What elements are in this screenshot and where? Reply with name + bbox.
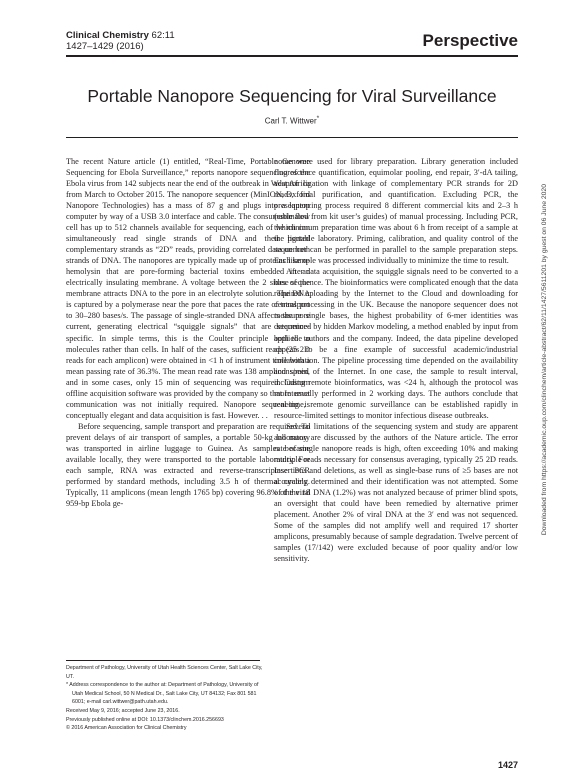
author-mark: *: [316, 115, 320, 122]
section-label: Perspective: [422, 31, 518, 50]
paragraph: Several limitations of the sequencing system and study are apparent and many are discussed by the authors of the Nature article. The error rate of single nanopore reads is high, often exceeding 10% and making multiple reads necessary for consensus averaging, typically 25 2D reads. Insertions and deletions, as well as single-base runs of ≥5 bases are not accurately determined and their identification was not attempted. Some of the viral DNA (1.2%) was not analyzed because of primer blind spots, an oversight that could have been remedied by alternative primer placement. Another 2% of viral DNA at the 3′ end was not sequenced. Some of the samples did not amplify well and required 17 shorter amplicons, presumably because of sample degradation. Twelve percent of samples (17/142) were excluded because of poor quality and/or low sensitivity.: [274, 421, 518, 564]
journal-name: Clinical Chemistry: [66, 30, 149, 41]
footnote-doi: Previously published online at DOI: 10.1373/clinchem.2016.256693: [66, 716, 224, 723]
paragraph: Before sequencing, sample transport and preparation are required. To prevent delays of air transport of samples, a portable 50-kg laboratory was transported in airline luggage to Guinea. As samples became available locally, they were transported to the portable laboratory. For each sample, RNA was extracted and reverse-transcriptase PCR performed by standard methods, including 3.5 h of thermal cycling. Typically, 11 amplicons (mean length 1765 bp) covering 96.8% of the 18 959-bp Ebola ge-: [66, 421, 310, 508]
footnote-rule: [66, 660, 260, 661]
paragraph: The recent Nature article (1) entitled, “Real-Time, Portable Genome Sequencing for Ebola Surveillance,” reports nanopore sequencing of the Ebola virus from 142 subjects near the end of the outbreak in West Africa from March to October 2015. The nanopore sequencer (MinION, Oxford Nanopore Technologies) has a mass of 87 g and plugs into a laptop computer by way of a USB 3.0 interface and cable. The consumable flow cell has up to 512 channels available for sequencing, each of which can simultaneously read single strands of DNA and their ligated complementary strands as “2D” reads, providing correlated data on both strands of DNA. The nanopores are typically made up of proteins like α-hemolysin that are pore-forming bacterial toxins embedded in an electrically insulating membrane. A voltage between the 2 sides of the membrane attracts DNA to the pore in an electrolyte solution. The DNA is captured by a polymerase near the pore that paces the rate of transport to 30–280 bases/s. The passage of single-stranded DNA affects the pore current, generating electrical “squiggle signals” that are sequence-specific. In simple terms, this is the Coulter principle applied to molecules rather than cells. In half of the cases, sufficient reads (25 2D reads for each amplicon) were obtained in <1 h of instrument time with a mean passing rate of 36.3%. The mean read rate was 138 amplicons/min, and in some cases, only 15 min of sequencing was required. Custom offline acquisition software was provided by the company so that Internet communication was not initially required. Nanopore sequencing is conceptually elegant and data acquisition is fast. However. . .: [66, 157, 310, 420]
article-title: Portable Nanopore Sequencing for Viral Surveillance: [87, 86, 497, 106]
journal-citation: [66, 30, 175, 52]
page-number: 1427: [497, 760, 518, 770]
paragraph: After data acquisition, the squiggle signals need to be converted to a base sequence. The bioinformatics were complicated enough that the data required uploading by the Internet to the Cloud and downloading for central processing in the UK. Because the nanopore sequencer does not measure single bases, the highest probability of 6-mer identities was determined by hidden Markov modeling, a method enabled by input from both the authors and the company. Indeed, the data pipeline developed appears to be a fine example of successful academic/industrial collaboration. The pipeline processing time depended on the availability and speed of the Internet. In one case, the sample to result interval, including remote bioinformatics, was <24 h, although the protocol was more usually performed in 2 working days. The authors conclude that real-time, remote genomic surveillance can be established rapidly in resource-limited settings to monitor infectious disease outbreaks.: [274, 267, 518, 420]
download-watermark: Downloaded from https://academic.oup.com/clinchem/article-abstract/62/11/1427/5611201 by guest on 06 June 2020: [541, 184, 548, 536]
title-rule: [66, 137, 518, 138]
right-column: [274, 156, 518, 564]
footnotes: [66, 664, 266, 733]
paragraph: nome were used for library preparation. Library generation included fluorescence quantification, equimolar pooling, end repair, 3′-dA tailing, adaptor ligation with linkage of complementary PCR strands for 2D reads, final purification, and quantification. Excluding PCR, the presequencing process required 8 different commercial kits and 2–3 h (estimated from kit user’s guides) of manual processing. Including PCR, the minimum preparation time was about 6 h from receipt of a sample at the portable laboratory. Priming, calibration, and quality control of the sequencer can be performed in parallel to the sample preparation steps. Each sample was processed individually to minimize the time to result.: [274, 157, 518, 266]
footnote-affiliation: Department of Pathology, University of Utah Health Sciences Center, Salt Lake City, UT.: [66, 665, 263, 680]
volume-issue: 62:11: [148, 30, 175, 41]
footnote-correspondence: * Address correspondence to the author at: Department of Pathology, University of Utah Medical School, 50 N Medical Dr., Salt Lake City, UT 84132; Fax 801 581 6001; e-mail carl.wittwer@path.utah.edu.: [66, 682, 259, 706]
footnote-copyright: © 2016 American Association for Clinical Chemistry: [66, 725, 187, 732]
author-name: Carl T. Wittwer: [264, 116, 317, 126]
header-rule: [66, 55, 518, 57]
footnote-received: Received May 9, 2016; accepted June 23, 2016.: [66, 707, 180, 714]
author-line: [66, 115, 518, 126]
pages-year: 1427–1429 (2016): [66, 41, 144, 52]
